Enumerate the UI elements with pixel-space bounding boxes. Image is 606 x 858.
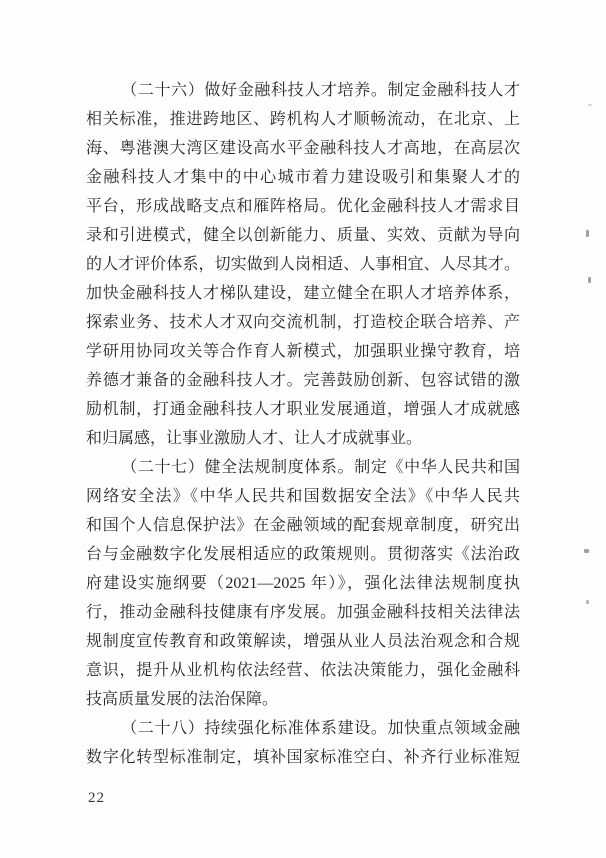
- text-line: （二十七）健全法规制度体系。制定《中华人民共和国: [121, 459, 520, 476]
- text-line: 录和引进模式，健全以创新能力、质量、实效、贡献为导向: [86, 227, 520, 244]
- text-line: 行，推动金融科技健康有序发展。加强金融科技相关法律法: [86, 604, 520, 621]
- scan-artifact: [584, 549, 589, 553]
- text-line: 海、粤港澳大湾区建设高水平金融科技人才高地，在高层次: [86, 140, 520, 157]
- scan-artifact: [586, 230, 589, 237]
- text-line: 的人才评价体系，切实做到人岗相适、人事相宜、人尽其才。: [86, 256, 520, 273]
- text-line: 意识，提升从业机构依法经营、依法决策能力，强化金融科: [86, 662, 520, 679]
- text-line: 养德才兼备的金融科技人才。完善鼓励创新、包容试错的激: [86, 372, 520, 389]
- text-line: 技高质量发展的法治保障。: [86, 691, 279, 708]
- text-line: 平台，形成战略支点和雁阵格局。优化金融科技人才需求目: [86, 198, 520, 215]
- text-line: （二十六）做好金融科技人才培养。制定金融科技人才: [121, 82, 520, 99]
- text-line: 规制度宣传教育和政策解读，增强从业人员法治观念和合规: [86, 633, 520, 650]
- page-number: 22: [88, 790, 105, 806]
- text-line: 府建设实施纲要（2021—2025 年）》，强化法律法规制度执: [86, 575, 520, 592]
- body-text: [86, 76, 520, 772]
- text-line: 加快金融科技人才梯队建设，建立健全在职人才培养体系，: [86, 285, 520, 302]
- scan-artifact: [588, 104, 592, 106]
- text-line: 和归属感，让事业激励人才、让人才成就事业。: [86, 430, 423, 447]
- text-line: 和国个人信息保护法》在金融领域的配套规章制度，研究出: [86, 517, 520, 534]
- text-line: 探索业务、技术人才双向交流机制，打造校企联合培养、产: [86, 314, 520, 331]
- text-line: 台与金融数字化发展相适应的政策规则。贯彻落实《法治政: [86, 546, 520, 563]
- text-line: （二十八）持续强化标准体系建设。加快重点领域金融: [121, 720, 520, 737]
- text-line: 学研用协同攻关等合作育人新模式，加强职业操守教育，培: [86, 343, 520, 360]
- text-line: 数字化转型标准制定，填补国家标准空白、补齐行业标准短: [86, 749, 520, 766]
- text-line: 金融科技人才集中的中心城市着力建设吸引和集聚人才的: [86, 169, 520, 186]
- scan-artifact: [588, 277, 591, 283]
- text-line: 相关标准，推进跨地区、跨机构人才顺畅流动，在北京、上: [86, 111, 520, 128]
- text-line: 励机制，打通金融科技人才职业发展通道，增强人才成就感: [86, 401, 520, 418]
- scan-artifact: [586, 600, 589, 604]
- text-line: 网络安全法》《中华人民共和国数据安全法》《中华人民共: [86, 488, 520, 505]
